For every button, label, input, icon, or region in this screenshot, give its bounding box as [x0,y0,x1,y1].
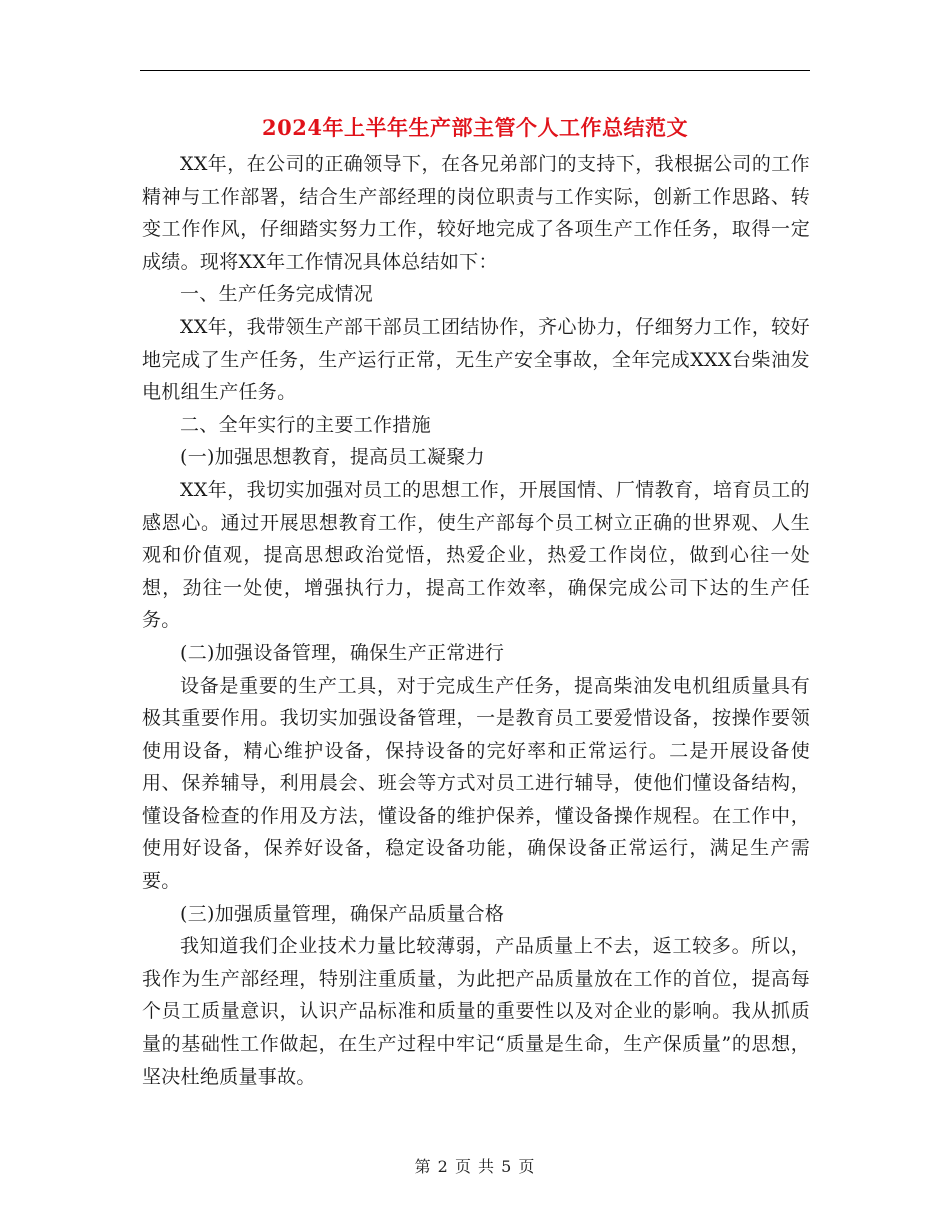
document-title: 2024年上半年生产部主管个人工作总结范文 [262,115,688,140]
intro-paragraph: XX年，在公司的正确领导下，在各兄弟部门的支持下，我根据公司的工作精神与工作部署，结合生产部经理的岗位职责与工作实际，创新工作思路、转变工作作风，仔细踏实努力工作，较好地完成了各项生产工作任务，取得一定成绩。现将XX年工作情况具体总结如下： [142,153,810,273]
page-number-footer: 第 2 页 共 5 页 [414,1157,536,1176]
document-body [142,148,810,1093]
subheading-2: (二)加强设备管理，确保生产正常进行 [180,641,505,664]
subsection-2-paragraph: 设备是重要的生产工具，对于完成生产任务，提高柴油发电机组质量具有极其重要作用。我切实加强设备管理，一是教育员工要爱惜设备，按操作要领使用设备，精心维护设备，保持设备的完好率和正常运行。二是开展设备使用、保养辅导，利用晨会、班会等方式对员工进行辅导，使他们懂设备结构，懂设备检查的作用及方法，懂设备的维护保养，懂设备操作规程。在工作中，使用好设备，保养好设备，稳定设备功能，确保设备正常运行，满足生产需要。 [142,674,810,893]
subsection-3-paragraph: 我知道我们企业技术力量比较薄弱，产品质量上不去，返工较多。所以，我作为生产部经理，特别注重质量，为此把产品质量放在工作的首位，提高每个员工质量意识，认识产品标准和质量的重要性以及对企业的影响。我从抓质量的基础性工作做起，在生产过程中牢记“质量是生命，生产保质量”的思想，坚决杜绝质量事故。 [142,935,810,1088]
subheading-1: (一)加强思想教育，提高员工凝聚力 [180,446,485,469]
header-rule [140,70,810,71]
subsection-1-paragraph: XX年，我切实加强对员工的思想工作，开展国情、厂情教育，培育员工的感恩心。通过开展思想教育工作，使生产部每个员工树立正确的世界观、人生观和价值观，提高思想政治觉悟，热爱企业，热爱工作岗位，做到心往一处想，劲往一处使，增强执行力，提高工作效率，确保完成公司下达的生产任务。 [142,478,810,632]
section-heading-2: 二、全年实行的主要工作措施 [180,413,431,436]
subheading-3: (三)加强质量管理，确保产品质量合格 [180,902,505,925]
section-heading-1: 一、生产任务完成情况 [180,283,374,306]
section-1-paragraph: XX年，我带领生产部干部员工团结协作，齐心协力，仔细努力工作，较好地完成了生产任务，生产运行正常，无生产安全事故，全年完成XXX台柴油发电机组生产任务。 [142,315,810,404]
